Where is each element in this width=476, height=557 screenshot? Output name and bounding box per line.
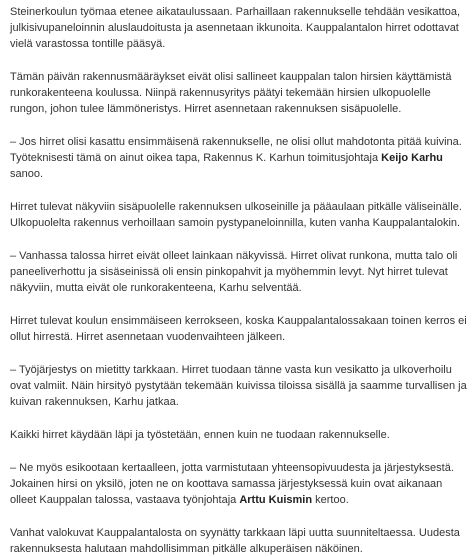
- paragraph-karhu-quote-3: – Työjärjestys on mietitty tarkkaan. Hirret tuodaan tänne vasta kun vesikatto ja ulkoverhoilu ovat valmiit. Näin hirsityö pystytään tekemään kuivissa tiloissa sisällä ja saamme turvallisen ja kuivan rakennuksen, Karhu jatkaa.: [10, 364, 467, 408]
- paragraph-first-floor: Hirret tulevat koulun ensimmäiseen kerrokseen, koska Kauppalantalossakaan toinen kerros ei ollut hirrestä. Hirret asennetaan vuodenvaihteen jälkeen.: [10, 315, 467, 343]
- paragraph-karhu-quote-2: – Vanhassa talossa hirret eivät olleet lainkaan näkyvissä. Hirret olivat runkona, mutta talo oli paneeliverhottu ja sisäseinissä oli ensin pinkopahvit ja myöhemmin levyt. Nyt hirret tulevat näkyviin, mutta eivät ole runkorakenteena, Karhu selventää.: [10, 250, 458, 294]
- paragraph-logs-visible: Hirret tulevat näkyviin sisäpuolelle rakennuksen ulkoseinille ja pääaulaan pitkälle väliseinälle. Ulkopuolelta rakennus verhoillaan samoin pystypaneloinnilla, kuten vanha Kauppalantalokin.: [10, 201, 462, 229]
- paragraph-building-regulations: Tämän päivän rakennusmääräykset eivät olisi sallineet kauppalan talon hirsien käyttämistä runkorakenteena koulussa. Niinpä rakennusyritys päätyi tekemään hirsien ulkopuolelle rungon, johon tulee lämmöneristys. Hirret asennetaan rakennuksen sisäpuolelle.: [10, 71, 452, 115]
- paragraph-logs-processing: Kaikki hirret käydään läpi ja työstetään, ennen kuin ne tuodaan rakennukselle.: [10, 429, 390, 441]
- paragraph-old-photographs: Vanhat valokuvat Kauppalantalosta on syynätty tarkkaan läpi uutta suunniteltaessa. Uudesta rakennuksesta halutaan mahdollisimman pitkälle alkuperäisen näköinen.: [10, 527, 460, 555]
- quote-attribution: kertoo.: [312, 494, 349, 506]
- quote-attribution: sanoo.: [10, 168, 44, 180]
- paragraph-karhu-quote-1: [10, 134, 470, 182]
- quote-text: – Jos hirret olisi kasattu ensimmäisenä rakennukselle, ne olisi ollut mahdotonta pitää kuivina. Työteknisesti tämä on ainut oikea tapa, Rakennus K. Karhun toimitusjohtaja: [10, 136, 462, 164]
- paragraph-site-progress: Steinerkoulun työmaa etenee aikataulussaan. Parhaillaan rakennukselle tehdään vesikattoa, julkisivupaneloinnin aluslaudoitusta ja asennetaan ikkunoita. Kauppalantalon hirret odottavat vielä varastossa tontille pääsyä.: [10, 6, 461, 50]
- quote-text: – Ne myös esikootaan kertaalleen, jotta varmistutaan yhteensopivuudesta ja järjestyksestä. Jokainen hirsi on yksilö, joten ne on koottava samassa järjestyksessä kuin ovat aikanaan olleet Kauppalan talossa, vastaava työnjohtaja: [10, 462, 454, 506]
- person-name-keijo-karhu: Keijo Karhu: [381, 152, 443, 164]
- person-name-arttu-kuismin: Arttu Kuismin: [239, 494, 313, 506]
- paragraph-kuismin-quote: [10, 460, 470, 508]
